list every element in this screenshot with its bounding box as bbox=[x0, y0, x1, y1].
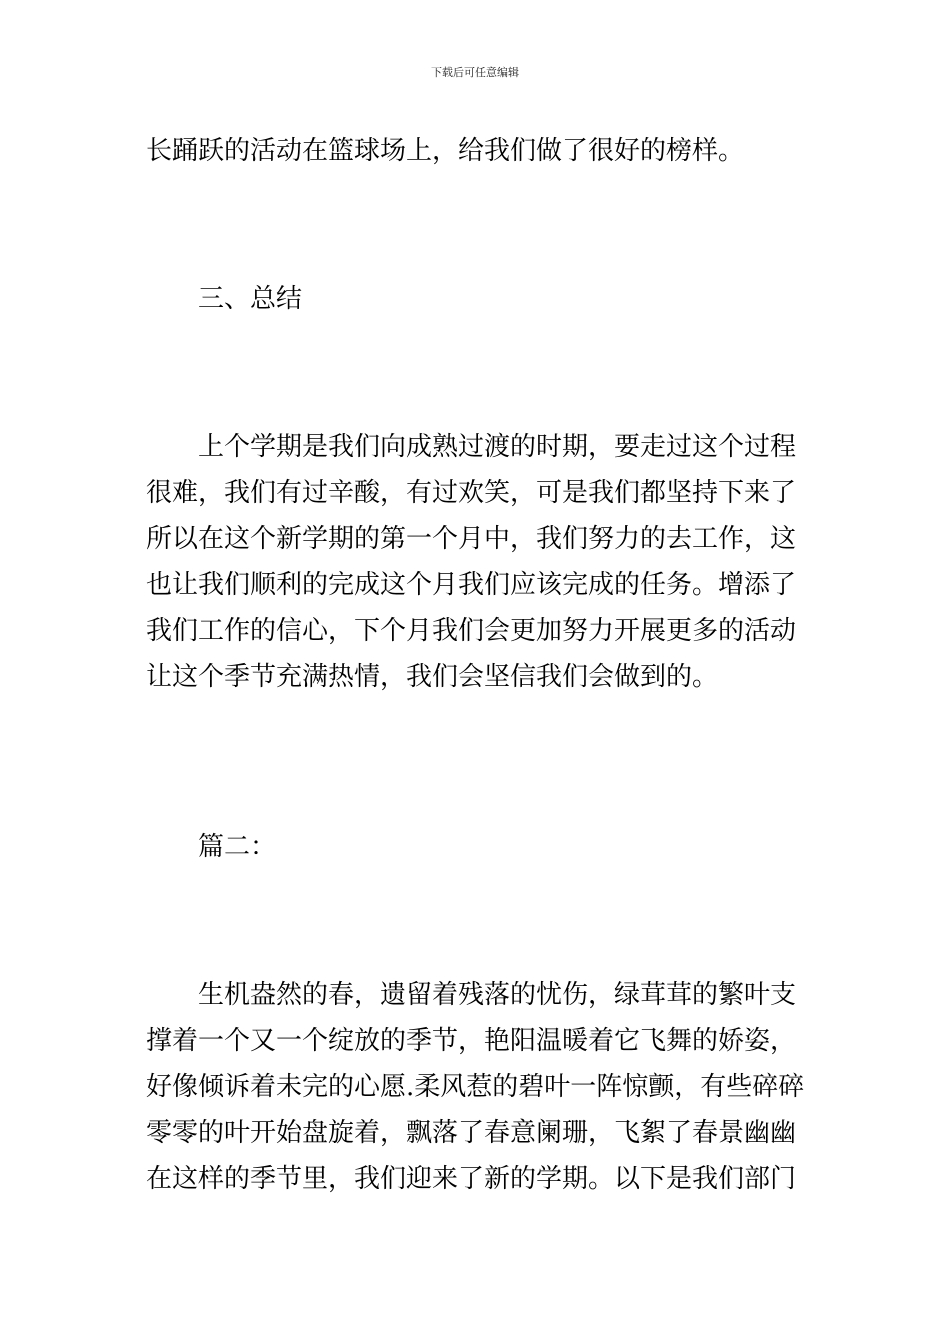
text-line: 我们工作的信心，下个月我们会更加努力开展更多的活动 bbox=[146, 616, 797, 646]
text-line: 三、总结 bbox=[198, 284, 303, 314]
text-line: 篇二： bbox=[198, 832, 277, 862]
text-line: 零零的叶开始盘旋着，飘落了春意阑珊，飞絮了春景幽幽 bbox=[146, 1118, 797, 1148]
paragraph-summary bbox=[146, 424, 806, 700]
text-line: 所以在这个新学期的第一个月中，我们努力的去工作，这 bbox=[146, 524, 797, 554]
text-line: 让这个季节充满热情，我们会坚信我们会做到的。 bbox=[146, 662, 719, 692]
text-line: 在这样的季节里，我们迎来了新的学期。以下是我们部门 bbox=[146, 1164, 797, 1194]
text-line: 生机盎然的春，遗留着残落的忧伤，绿茸茸的繁叶支 bbox=[198, 980, 797, 1010]
text-line: 也让我们顺利的完成这个月我们应该完成的任务。增添了 bbox=[146, 570, 797, 600]
section-heading-summary bbox=[146, 276, 806, 322]
text-line: 撑着一个又一个绽放的季节，艳阳温暖着它飞舞的娇姿， bbox=[146, 1026, 797, 1056]
text-line: 长踊跃的活动在篮球场上，给我们做了很好的榜样。 bbox=[146, 136, 745, 166]
text-line: 很难，我们有过辛酸，有过欢笑，可是我们都坚持下来了 bbox=[146, 478, 797, 508]
text-line: 好像倾诉着未完的心愿.柔风惹的碧叶一阵惊颤，有些碎碎 bbox=[146, 1072, 805, 1102]
paragraph-part-two bbox=[146, 972, 806, 1202]
paragraph-continuation bbox=[146, 128, 806, 174]
section-heading-part-two bbox=[146, 824, 806, 870]
text-line: 上个学期是我们向成熟过渡的时期，要走过这个过程 bbox=[198, 432, 797, 462]
page-header: 下载后可任意编辑 bbox=[431, 66, 519, 79]
